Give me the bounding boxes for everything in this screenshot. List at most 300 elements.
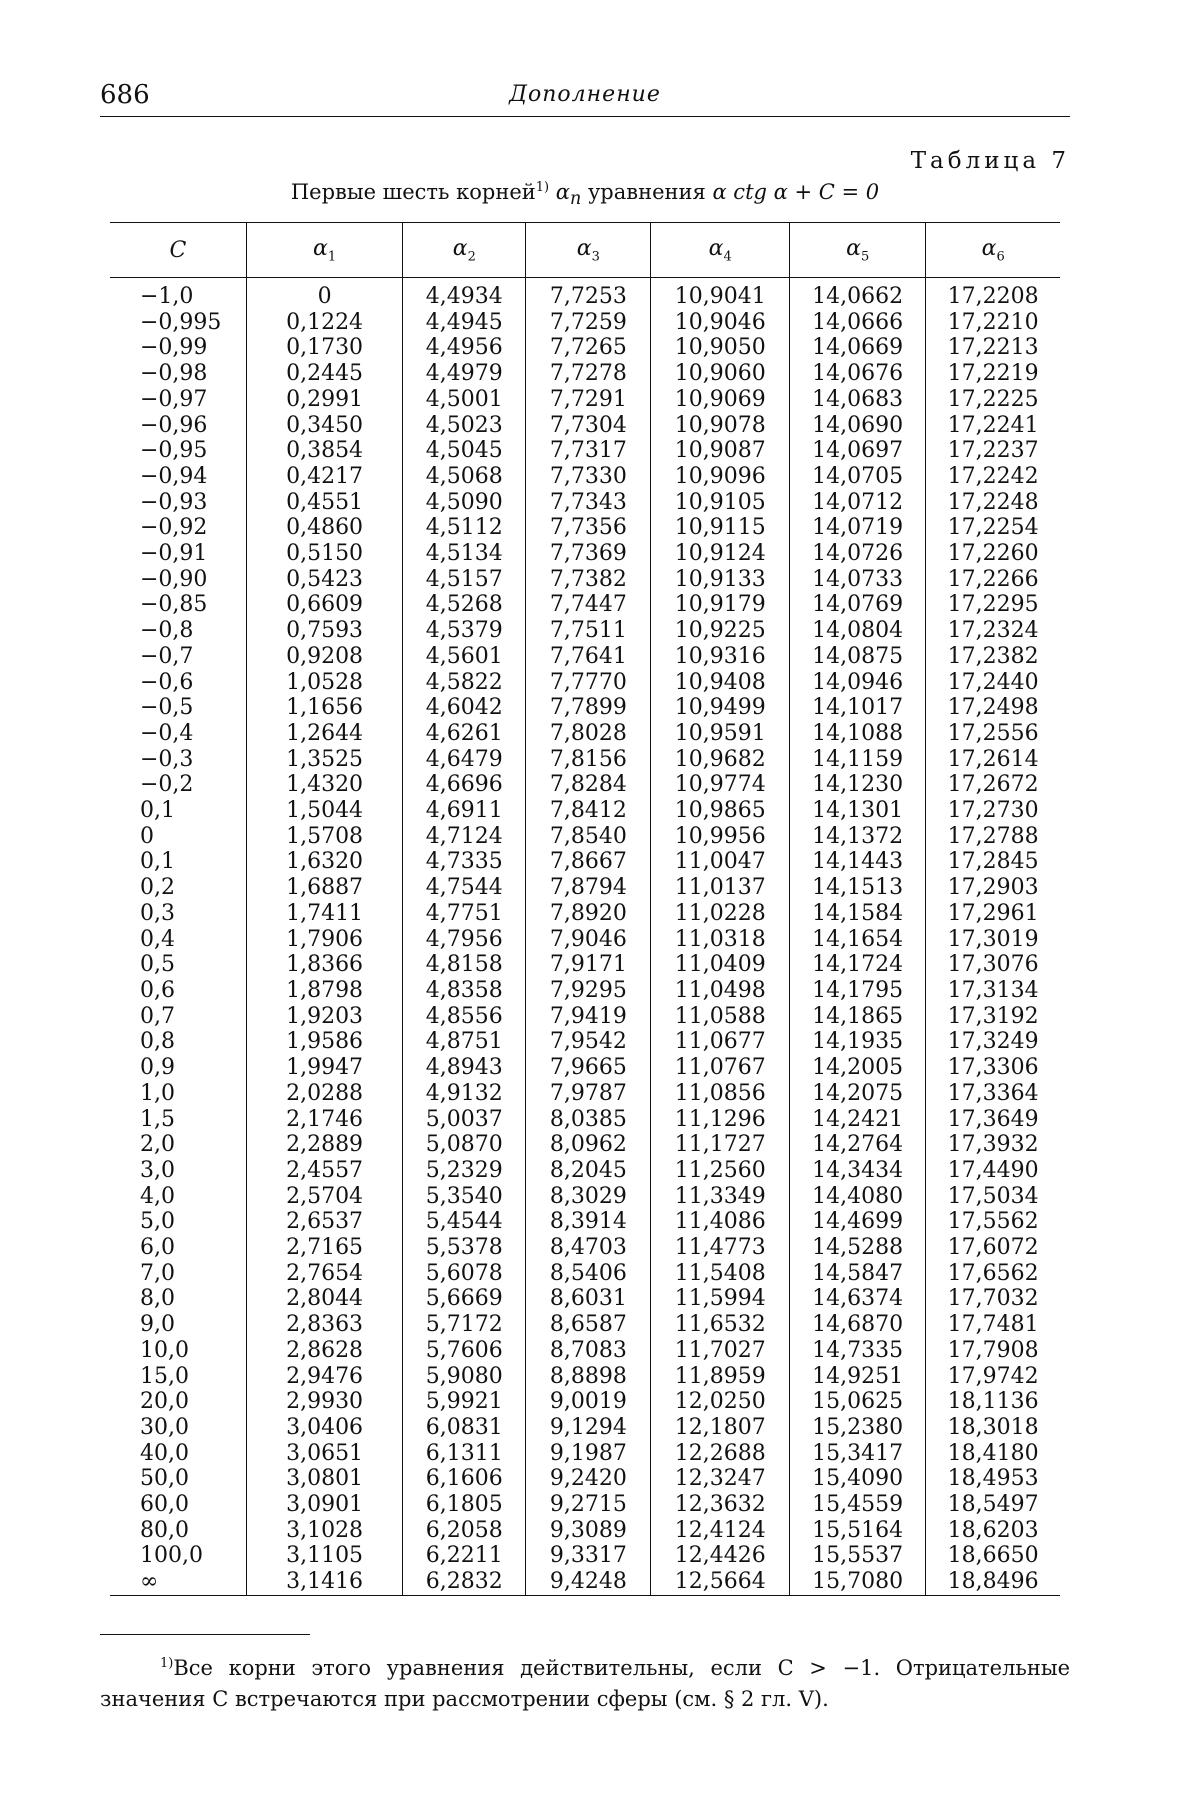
root-value-cell: 14,5288 xyxy=(790,1235,926,1261)
root-value-cell: 7,7304 xyxy=(526,413,651,439)
root-value-cell: 4,5601 xyxy=(403,644,526,670)
table-row xyxy=(110,1055,1060,1081)
caption-prefix: Первые шесть корней xyxy=(290,180,536,204)
root-value-cell: 4,5379 xyxy=(403,618,526,644)
root-value-cell: 8,3914 xyxy=(526,1209,651,1235)
table-row xyxy=(110,1492,1060,1518)
root-value-cell: 11,4086 xyxy=(651,1209,790,1235)
root-value-cell: 7,7447 xyxy=(526,592,651,618)
root-value-cell: 15,4090 xyxy=(790,1466,926,1492)
root-value-cell: 7,7641 xyxy=(526,644,651,670)
root-value-cell: 3,1416 xyxy=(246,1569,402,1595)
root-value-cell: 5,9080 xyxy=(403,1364,526,1390)
c-value-cell: −0,6 xyxy=(140,669,194,695)
root-value-cell: 10,9316 xyxy=(651,644,790,670)
root-value-cell: 1,7411 xyxy=(246,901,402,927)
root-value-cell: 17,2730 xyxy=(926,798,1060,824)
root-value-cell: 15,3417 xyxy=(790,1441,926,1467)
root-value-cell: 14,0712 xyxy=(790,490,926,516)
root-value-cell: 4,4945 xyxy=(403,310,526,336)
root-value-cell: 4,7956 xyxy=(403,927,526,953)
table-row xyxy=(110,361,1060,387)
table-row xyxy=(110,592,1060,618)
root-value-cell: 10,9078 xyxy=(651,413,790,439)
c-value-cell: 0,5 xyxy=(140,952,175,978)
root-value-cell: 1,2644 xyxy=(246,721,402,747)
root-value-cell: 4,5068 xyxy=(403,464,526,490)
root-value-cell: 14,0719 xyxy=(790,515,926,541)
root-value-cell: 0,5150 xyxy=(246,541,402,567)
root-value-cell: 17,3306 xyxy=(926,1055,1060,1081)
root-value-cell: 17,3649 xyxy=(926,1107,1060,1133)
root-value-cell: 7,8284 xyxy=(526,772,651,798)
root-value-cell: 10,9046 xyxy=(651,310,790,336)
root-value-cell: 12,4124 xyxy=(651,1518,790,1544)
root-value-cell: 14,0804 xyxy=(790,618,926,644)
root-value-cell: 7,8156 xyxy=(526,747,651,773)
root-value-cell: 10,9105 xyxy=(651,490,790,516)
c-value-cell: 15,0 xyxy=(140,1363,189,1389)
root-value-cell: 17,2225 xyxy=(926,387,1060,413)
table-row xyxy=(110,1338,1060,1364)
c-value-cell: 0,1 xyxy=(140,798,175,824)
c-value-cell: 0,1 xyxy=(140,849,175,875)
root-value-cell: 10,9133 xyxy=(651,567,790,593)
root-value-cell: 11,0677 xyxy=(651,1029,790,1055)
root-value-cell: 10,9124 xyxy=(651,541,790,567)
root-value-cell: 4,7544 xyxy=(403,875,526,901)
root-value-cell: 4,8556 xyxy=(403,1004,526,1030)
root-value-cell: 9,3089 xyxy=(526,1518,651,1544)
c-value-cell: 0,4 xyxy=(140,926,175,952)
caption-footnote-mark: 1) xyxy=(535,180,550,195)
caption-alpha-sub: n xyxy=(569,189,582,210)
root-value-cell: 17,2242 xyxy=(926,464,1060,490)
table-row xyxy=(110,1466,1060,1492)
root-value-cell: 7,7317 xyxy=(526,438,651,464)
root-value-cell: 7,8920 xyxy=(526,901,651,927)
root-value-cell: 17,2498 xyxy=(926,695,1060,721)
root-value-cell: 9,4248 xyxy=(526,1569,651,1595)
c-value-cell: −0,90 xyxy=(140,566,208,592)
column-header-symbol: α xyxy=(576,235,592,261)
root-value-cell: 17,7032 xyxy=(926,1286,1060,1312)
column-header-symbol: α xyxy=(452,235,468,261)
table-row xyxy=(110,464,1060,490)
root-value-cell: 4,5045 xyxy=(403,438,526,464)
root-value-cell: 2,8628 xyxy=(246,1338,402,1364)
root-value-cell: 11,2560 xyxy=(651,1158,790,1184)
root-value-cell: 0,4217 xyxy=(246,464,402,490)
column-header-index: 4 xyxy=(723,249,732,265)
c-value-cell: ∞ xyxy=(110,1569,246,1595)
root-value-cell: 4,5090 xyxy=(403,490,526,516)
root-value-cell: 7,8412 xyxy=(526,798,651,824)
root-value-cell: 1,8366 xyxy=(246,952,402,978)
c-value-cell: −0,3 xyxy=(140,746,194,772)
root-value-cell: 0 xyxy=(246,278,402,310)
root-value-cell: 4,8158 xyxy=(403,952,526,978)
root-value-cell: 9,0019 xyxy=(526,1389,651,1415)
table-row xyxy=(110,1261,1060,1287)
root-value-cell: 5,3540 xyxy=(403,1184,526,1210)
root-value-cell: 11,8959 xyxy=(651,1364,790,1390)
c-value-cell: −0,98 xyxy=(140,361,208,387)
root-value-cell: 18,6203 xyxy=(926,1518,1060,1544)
footnote-rule xyxy=(100,1634,310,1635)
root-value-cell: 8,6031 xyxy=(526,1286,651,1312)
root-value-cell: 2,2889 xyxy=(246,1132,402,1158)
c-value-cell: −0,95 xyxy=(140,438,208,464)
c-value-cell: −0,92 xyxy=(140,515,208,541)
root-value-cell: 14,4080 xyxy=(790,1184,926,1210)
root-value-cell: 14,1724 xyxy=(790,952,926,978)
root-value-cell: 2,4557 xyxy=(246,1158,402,1184)
root-value-cell: 14,7335 xyxy=(790,1338,926,1364)
root-value-cell: 17,2241 xyxy=(926,413,1060,439)
root-value-cell: 14,3434 xyxy=(790,1158,926,1184)
root-value-cell: 17,2208 xyxy=(926,278,1060,310)
root-value-cell: 7,9665 xyxy=(526,1055,651,1081)
footnote-text: Все корни этого уравнения действительны, если C > −1. Отрицательные значения C встречаются при рассмотрении сферы (см. § 2 гл. V). xyxy=(100,1656,1070,1711)
root-value-cell: 10,9096 xyxy=(651,464,790,490)
root-value-cell: 14,6870 xyxy=(790,1312,926,1338)
root-value-cell: 7,7330 xyxy=(526,464,651,490)
table-row xyxy=(110,1389,1060,1415)
root-value-cell: 14,0676 xyxy=(790,361,926,387)
root-value-cell: 4,4934 xyxy=(403,278,526,310)
root-value-cell: 5,5378 xyxy=(403,1235,526,1261)
root-value-cell: 7,9295 xyxy=(526,978,651,1004)
root-value-cell: 18,4953 xyxy=(926,1466,1060,1492)
root-value-cell: 10,9408 xyxy=(651,670,790,696)
root-value-cell: 15,7080 xyxy=(790,1569,926,1595)
c-value-cell: 8,0 xyxy=(140,1286,175,1312)
root-value-cell: 10,9041 xyxy=(651,278,790,310)
root-value-cell: 4,5268 xyxy=(403,592,526,618)
root-value-cell: 8,0385 xyxy=(526,1107,651,1133)
root-value-cell: 14,2005 xyxy=(790,1055,926,1081)
root-value-cell: 8,8898 xyxy=(526,1364,651,1390)
c-value-cell: 30,0 xyxy=(140,1414,189,1440)
table-row xyxy=(110,1441,1060,1467)
root-value-cell: 11,0767 xyxy=(651,1055,790,1081)
table-body xyxy=(110,278,1060,1596)
root-value-cell: 15,2380 xyxy=(790,1415,926,1441)
root-value-cell: 11,0498 xyxy=(651,978,790,1004)
root-value-cell: 11,5994 xyxy=(651,1286,790,1312)
root-value-cell: 9,1294 xyxy=(526,1415,651,1441)
c-value-cell: 3,0 xyxy=(140,1157,175,1183)
root-value-cell: 17,2903 xyxy=(926,875,1060,901)
root-value-cell: 2,6537 xyxy=(246,1209,402,1235)
c-value-cell: 5,0 xyxy=(140,1209,175,1235)
root-value-cell: 14,0662 xyxy=(790,278,926,310)
c-value-cell: 9,0 xyxy=(140,1312,175,1338)
root-value-cell: 12,3632 xyxy=(651,1492,790,1518)
root-value-cell: 15,0625 xyxy=(790,1389,926,1415)
root-value-cell: 14,1372 xyxy=(790,824,926,850)
page-header xyxy=(100,80,1070,117)
root-value-cell: 5,6669 xyxy=(403,1286,526,1312)
table-header-row xyxy=(110,223,1060,278)
column-header xyxy=(790,223,926,278)
root-value-cell: 6,1606 xyxy=(403,1466,526,1492)
root-value-cell: 7,7278 xyxy=(526,361,651,387)
root-value-cell: 4,7751 xyxy=(403,901,526,927)
root-value-cell: 3,0901 xyxy=(246,1492,402,1518)
root-value-cell: 1,6887 xyxy=(246,875,402,901)
table-row xyxy=(110,1029,1060,1055)
column-header xyxy=(110,223,246,278)
table-row xyxy=(110,541,1060,567)
root-value-cell: 10,9060 xyxy=(651,361,790,387)
root-value-cell: 11,0588 xyxy=(651,1004,790,1030)
roots-table xyxy=(110,222,1060,1596)
root-value-cell: 6,1805 xyxy=(403,1492,526,1518)
root-value-cell: 1,7906 xyxy=(246,927,402,953)
table-caption xyxy=(100,180,1070,209)
root-value-cell: 10,9069 xyxy=(651,387,790,413)
table-row xyxy=(110,1543,1060,1569)
root-value-cell: 9,1987 xyxy=(526,1441,651,1467)
root-value-cell: 0,5423 xyxy=(246,567,402,593)
root-value-cell: 17,4490 xyxy=(926,1158,1060,1184)
table-row xyxy=(110,875,1060,901)
table-row xyxy=(110,1107,1060,1133)
table-row xyxy=(110,849,1060,875)
table-row xyxy=(110,1209,1060,1235)
table-row xyxy=(110,1081,1060,1107)
root-value-cell: 12,2688 xyxy=(651,1441,790,1467)
root-value-cell: 14,1443 xyxy=(790,849,926,875)
root-value-cell: 7,8794 xyxy=(526,875,651,901)
root-value-cell: 11,0409 xyxy=(651,952,790,978)
root-value-cell: 5,0037 xyxy=(403,1107,526,1133)
root-value-cell: 7,7259 xyxy=(526,310,651,336)
root-value-cell: 18,4180 xyxy=(926,1441,1060,1467)
c-value-cell: −0,4 xyxy=(140,720,194,746)
caption-middle: уравнения xyxy=(587,180,706,204)
root-value-cell: 14,0946 xyxy=(790,670,926,696)
root-value-cell: 10,9179 xyxy=(651,592,790,618)
root-value-cell: 17,2254 xyxy=(926,515,1060,541)
column-header xyxy=(403,223,526,278)
table-row xyxy=(110,1364,1060,1390)
root-value-cell: 17,2295 xyxy=(926,592,1060,618)
root-value-cell: 1,8798 xyxy=(246,978,402,1004)
c-value-cell: −0,995 xyxy=(140,309,222,335)
root-value-cell: 3,0651 xyxy=(246,1441,402,1467)
root-value-cell: 17,3364 xyxy=(926,1081,1060,1107)
root-value-cell: 1,0528 xyxy=(246,670,402,696)
root-value-cell: 6,0831 xyxy=(403,1415,526,1441)
footnote xyxy=(100,1648,1070,1715)
root-value-cell: 0,1224 xyxy=(246,310,402,336)
table-row xyxy=(110,1312,1060,1338)
root-value-cell: 18,6650 xyxy=(926,1543,1060,1569)
root-value-cell: 17,3134 xyxy=(926,978,1060,1004)
root-value-cell: 2,1746 xyxy=(246,1107,402,1133)
table-row xyxy=(110,413,1060,439)
c-value-cell: 1,0 xyxy=(140,1080,175,1106)
root-value-cell: 4,9132 xyxy=(403,1081,526,1107)
c-value-cell: 0 xyxy=(140,823,154,849)
c-value-cell: −0,96 xyxy=(140,412,208,438)
table-row xyxy=(110,824,1060,850)
root-value-cell: 7,7899 xyxy=(526,695,651,721)
root-value-cell: 17,5034 xyxy=(926,1184,1060,1210)
root-value-cell: 10,9865 xyxy=(651,798,790,824)
table-row xyxy=(110,927,1060,953)
root-value-cell: 14,6374 xyxy=(790,1286,926,1312)
root-value-cell: 10,9087 xyxy=(651,438,790,464)
root-value-cell: 18,8496 xyxy=(926,1569,1060,1595)
root-value-cell: 14,0733 xyxy=(790,567,926,593)
root-value-cell: 9,2420 xyxy=(526,1466,651,1492)
c-value-cell: 50,0 xyxy=(140,1466,189,1492)
root-value-cell: 17,2213 xyxy=(926,335,1060,361)
table-row xyxy=(110,772,1060,798)
table-row xyxy=(110,1569,1060,1595)
table-row xyxy=(110,1132,1060,1158)
root-value-cell: 4,5112 xyxy=(403,515,526,541)
root-value-cell: 9,3317 xyxy=(526,1543,651,1569)
root-value-cell: 7,9542 xyxy=(526,1029,651,1055)
c-value-cell: −0,8 xyxy=(140,618,194,644)
table-row xyxy=(110,1415,1060,1441)
root-value-cell: 14,1584 xyxy=(790,901,926,927)
root-value-cell: 17,2210 xyxy=(926,310,1060,336)
table-row xyxy=(110,721,1060,747)
table-row xyxy=(110,1235,1060,1261)
c-value-cell: 0,7 xyxy=(140,1003,175,1029)
root-value-cell: 2,5704 xyxy=(246,1184,402,1210)
root-value-cell: 7,7511 xyxy=(526,618,651,644)
root-value-cell: 4,8358 xyxy=(403,978,526,1004)
root-value-cell: 11,1296 xyxy=(651,1107,790,1133)
root-value-cell: 11,1727 xyxy=(651,1132,790,1158)
table-row xyxy=(110,335,1060,361)
root-value-cell: 4,6261 xyxy=(403,721,526,747)
c-value-cell: −0,91 xyxy=(140,541,208,567)
root-value-cell: 17,5562 xyxy=(926,1209,1060,1235)
table-row xyxy=(110,490,1060,516)
root-value-cell: 17,7908 xyxy=(926,1338,1060,1364)
table-row xyxy=(110,901,1060,927)
root-value-cell: 12,3247 xyxy=(651,1466,790,1492)
table-row xyxy=(110,952,1060,978)
c-value-cell: −0,2 xyxy=(140,772,194,798)
column-header-symbol: C xyxy=(169,237,187,263)
root-value-cell: 14,2075 xyxy=(790,1081,926,1107)
root-value-cell: 6,2832 xyxy=(403,1569,526,1595)
root-value-cell: 14,0875 xyxy=(790,644,926,670)
root-value-cell: 0,6609 xyxy=(246,592,402,618)
root-value-cell: 6,1311 xyxy=(403,1441,526,1467)
root-value-cell: 14,1513 xyxy=(790,875,926,901)
root-value-cell: 3,0406 xyxy=(246,1415,402,1441)
root-value-cell: 11,6532 xyxy=(651,1312,790,1338)
table-row xyxy=(110,695,1060,721)
c-value-cell: 1,5 xyxy=(140,1106,175,1132)
root-value-cell: 11,7027 xyxy=(651,1338,790,1364)
root-value-cell: 2,7654 xyxy=(246,1261,402,1287)
root-value-cell: 10,9115 xyxy=(651,515,790,541)
root-value-cell: 17,3249 xyxy=(926,1029,1060,1055)
table-row xyxy=(110,1286,1060,1312)
root-value-cell: 1,6320 xyxy=(246,849,402,875)
root-value-cell: 7,9787 xyxy=(526,1081,651,1107)
column-header xyxy=(926,223,1060,278)
root-value-cell: 8,3029 xyxy=(526,1184,651,1210)
root-value-cell: 7,9419 xyxy=(526,1004,651,1030)
root-value-cell: 14,4699 xyxy=(790,1209,926,1235)
column-header-index: 3 xyxy=(591,249,600,265)
footnote-mark: 1) xyxy=(160,1656,174,1671)
root-value-cell: 7,7265 xyxy=(526,335,651,361)
c-value-cell: 60,0 xyxy=(140,1492,189,1518)
root-value-cell: 10,9774 xyxy=(651,772,790,798)
column-header-index: 1 xyxy=(327,249,337,265)
root-value-cell: 4,6911 xyxy=(403,798,526,824)
root-value-cell: 14,1865 xyxy=(790,1004,926,1030)
page-number: 686 xyxy=(100,80,150,110)
root-value-cell: 8,0962 xyxy=(526,1132,651,1158)
root-value-cell: 12,0250 xyxy=(651,1389,790,1415)
table-row xyxy=(110,670,1060,696)
root-value-cell: 7,7253 xyxy=(526,278,651,310)
root-value-cell: 11,0318 xyxy=(651,927,790,953)
table-row xyxy=(110,618,1060,644)
table-row xyxy=(110,1004,1060,1030)
root-value-cell: 17,2248 xyxy=(926,490,1060,516)
root-value-cell: 1,3525 xyxy=(246,747,402,773)
root-value-cell: 14,2421 xyxy=(790,1107,926,1133)
table-row xyxy=(110,567,1060,593)
root-value-cell: 0,7593 xyxy=(246,618,402,644)
c-value-cell: 80,0 xyxy=(140,1517,189,1543)
root-value-cell: 7,7343 xyxy=(526,490,651,516)
root-value-cell: 7,7356 xyxy=(526,515,651,541)
root-value-cell: 14,1654 xyxy=(790,927,926,953)
root-value-cell: 10,9956 xyxy=(651,824,790,850)
root-value-cell: 7,7291 xyxy=(526,387,651,413)
column-header xyxy=(526,223,651,278)
root-value-cell: 4,7124 xyxy=(403,824,526,850)
root-value-cell: 4,5157 xyxy=(403,567,526,593)
root-value-cell: 17,2440 xyxy=(926,670,1060,696)
column-header-symbol: α xyxy=(708,235,724,261)
root-value-cell: 8,2045 xyxy=(526,1158,651,1184)
root-value-cell: 7,9171 xyxy=(526,952,651,978)
root-value-cell: 17,3019 xyxy=(926,927,1060,953)
root-value-cell: 17,2260 xyxy=(926,541,1060,567)
c-value-cell: 0,6 xyxy=(140,977,175,1003)
root-value-cell: 11,0856 xyxy=(651,1081,790,1107)
running-title: Дополнение xyxy=(509,82,661,107)
table-row xyxy=(110,515,1060,541)
c-value-cell: 4,0 xyxy=(140,1183,175,1209)
root-value-cell: 17,2219 xyxy=(926,361,1060,387)
root-value-cell: 6,2211 xyxy=(403,1543,526,1569)
root-value-cell: 1,9947 xyxy=(246,1055,402,1081)
root-value-cell: 17,2324 xyxy=(926,618,1060,644)
root-value-cell: 14,0683 xyxy=(790,387,926,413)
root-value-cell: 17,2266 xyxy=(926,567,1060,593)
root-value-cell: 1,9203 xyxy=(246,1004,402,1030)
root-value-cell: 17,6072 xyxy=(926,1235,1060,1261)
